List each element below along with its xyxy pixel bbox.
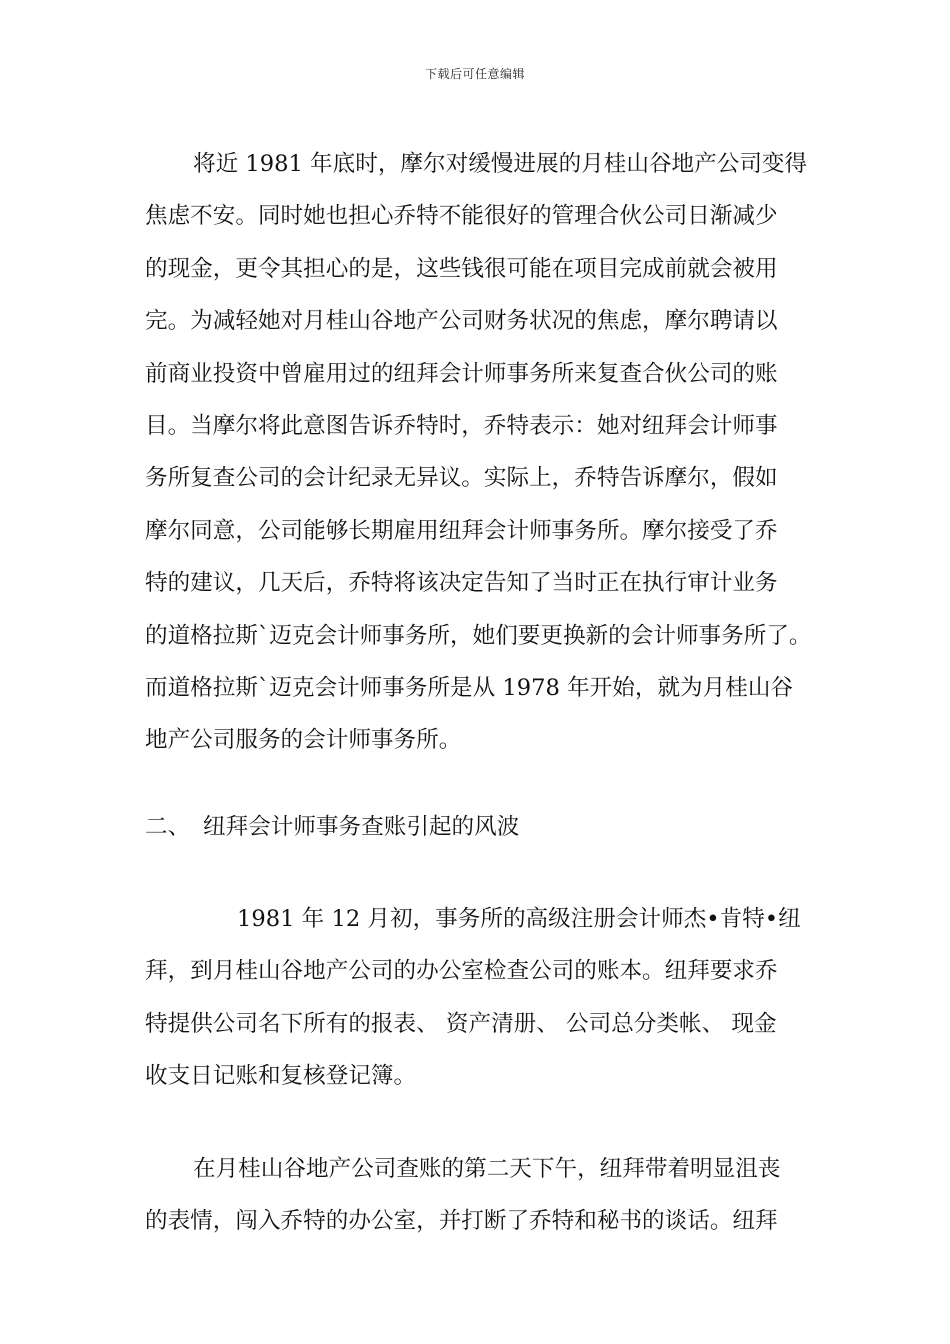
section-title: 纽拜会计师事务查账引起的风波 — [203, 813, 520, 840]
paragraph-line: 摩尔同意，公司能够长期雇用纽拜会计师事务所。摩尔接受了乔 — [145, 517, 778, 544]
spacer — [145, 1107, 815, 1147]
paragraph-line: 拜，到月桂山谷地产公司的办公室检查公司的账本。纽拜要求乔 — [145, 958, 778, 985]
paragraph-line: 1981 年 12 月初，事务所的高级注册会计师杰•肯特•纽 — [237, 906, 801, 933]
paragraph-line: 焦虑不安。同时她也担心乔特不能很好的管理合伙公司日渐减少 — [145, 203, 778, 230]
section-number: 二、 — [145, 813, 191, 840]
paragraph-3 — [145, 1147, 815, 1252]
paragraph-line: 目。当摩尔将此意图告诉乔特时，乔特表示：她对纽拜会计师事 — [145, 412, 778, 439]
paragraph-1 — [145, 142, 815, 771]
section-heading — [145, 805, 815, 857]
paragraph-line: 的现金，更令其担心的是，这些钱很可能在项目完成前就会被用 — [145, 255, 778, 282]
paragraph-line: 将近 1981 年底时，摩尔对缓慢进展的月桂山谷地产公司变得 — [193, 151, 808, 177]
paragraph-line: 务所复查公司的会计纪录无异议。实际上，乔特告诉摩尔，假如 — [145, 465, 778, 492]
paragraph-2 — [145, 897, 815, 1107]
paragraph-line: 的表情，闯入乔特的办公室，并打断了乔特和秘书的谈话。纽拜 — [145, 1208, 778, 1235]
paragraph-line: 前商业投资中曾雇用过的纽拜会计师事务所来复查合伙公司的账 — [145, 360, 778, 387]
paragraph-line: 在月桂山谷地产公司查账的第二天下午，纽拜带着明显沮丧 — [193, 1155, 781, 1182]
paragraph-line: 收支日记账和复核登记簿。 — [145, 1063, 417, 1090]
paragraph-line: 的道格拉斯`迈克会计师事务所，她们要更换新的会计师事务所了。 — [145, 622, 812, 649]
section-heading-line — [145, 805, 815, 857]
document-body — [145, 142, 815, 1251]
paragraph-line: 地产公司服务的会计师事务所。 — [145, 727, 462, 754]
paragraph-line: 特提供公司名下所有的报表、 资产清册、 公司总分类帐、 现金 — [145, 1010, 777, 1037]
spacer — [145, 857, 815, 897]
paragraph-line: 而道格拉斯`迈克会计师事务所是从 1978 年开始，就为月桂山谷 — [145, 674, 794, 701]
paragraph-line: 特的建议，几天后，乔特将该决定告知了当时正在执行审计业务 — [145, 570, 778, 597]
spacer — [145, 771, 815, 805]
paragraph-line: 完。为减轻她对月桂山谷地产公司财务状况的焦虑，摩尔聘请以 — [145, 308, 778, 335]
page-header: 下载后可任意编辑 — [424, 67, 525, 81]
